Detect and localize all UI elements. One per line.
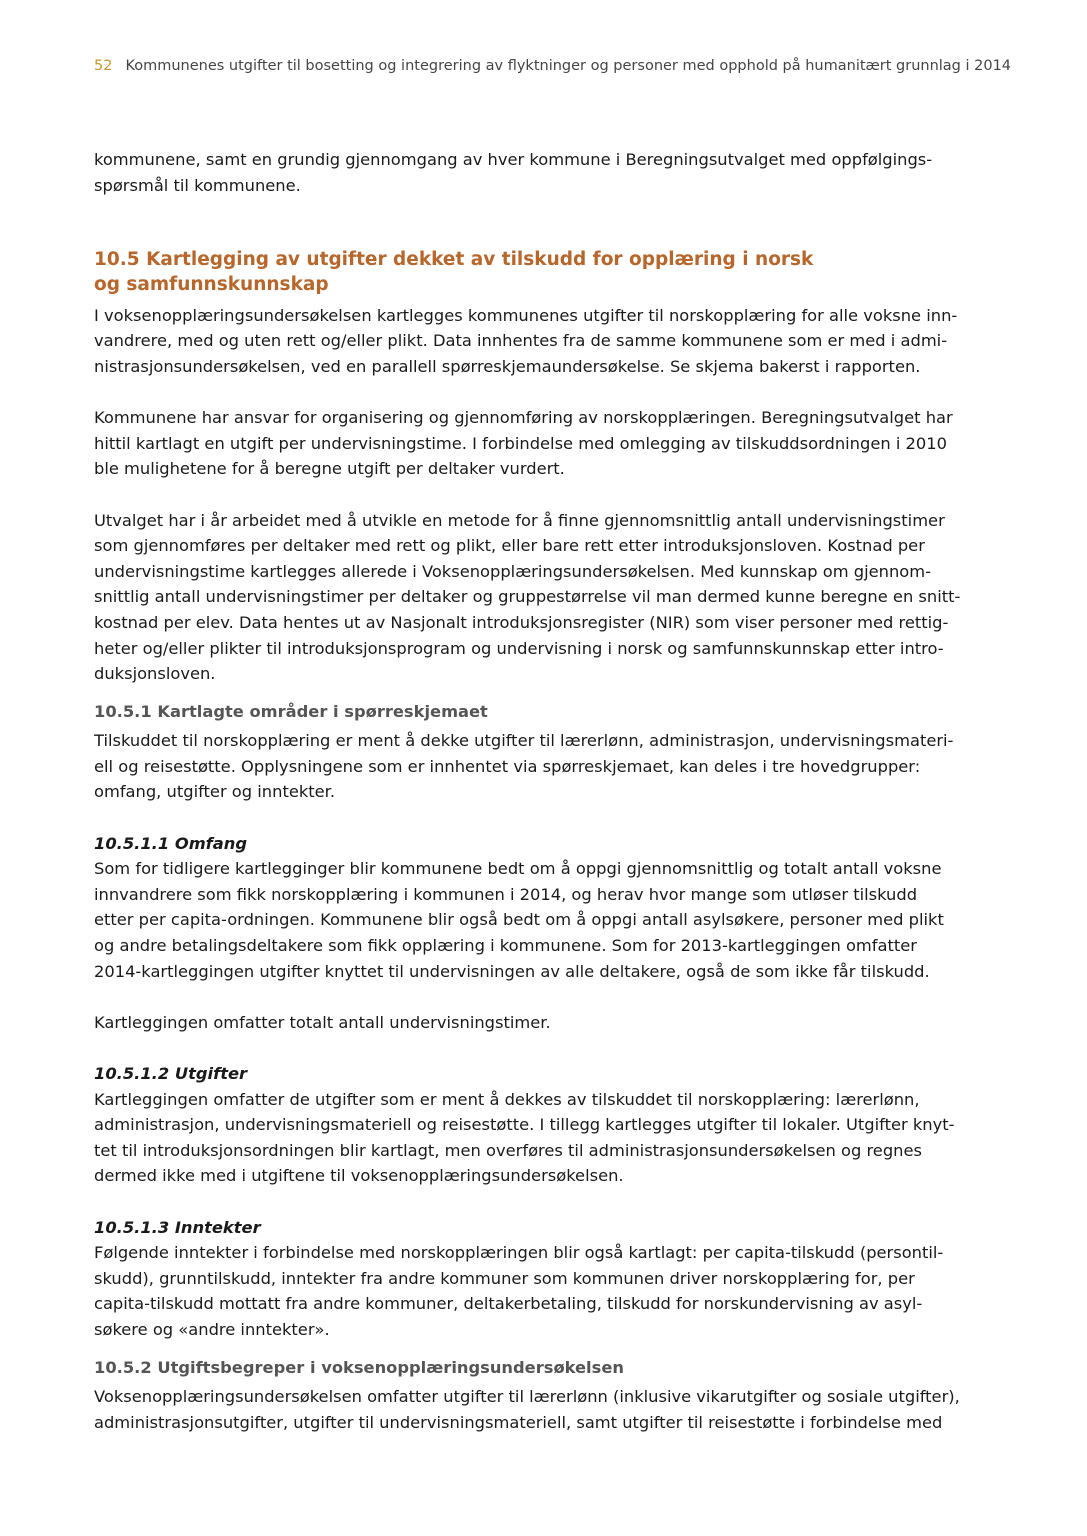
section-heading-10-5-1: 10.5.1 Kartlagte områder i spørreskjemaet — [94, 701, 488, 721]
subsection-heading-omfang: 10.5.1.1 Omfang — [94, 833, 247, 853]
page-body — [94, 147, 974, 1435]
section-heading-10-5: 10.5 Kartlegging av utgifter dekket av tilskudd for opplæring i norsk og samfunnskunnskap — [94, 248, 814, 295]
section-heading-10-5-2: 10.5.2 Utgiftsbegreper i voksenopplæringsundersøkelsen — [94, 1357, 624, 1377]
subsection-heading-inntekter: 10.5.1.3 Inntekter — [94, 1217, 261, 1237]
paragraph: Kommunene har ansvar for organisering og gjennomføring av norskopplæringen. Beregningsutvalget har hittil kartlagt en utgift per undervisningstime. I forbindelse med omlegging av tilskuddsordningen i 2010 ble mulighetene for å beregne utgift per deltaker vurdert. — [94, 408, 953, 479]
paragraph: Voksenopplæringsundersøkelsen omfatter utgifter til lærerlønn (inklusive vikarutgifter og sosiale utgifter), administrasjonsutgifter, utgifter til undervisningsmateriell, samt utgifter til reisestøtte i forbindelse med — [94, 1387, 960, 1432]
running-title: Kommunenes utgifter til bosetting og integrering av flyktninger og personer med opphold på humanitært grunnlag i 2014 — [125, 58, 1012, 74]
paragraph: Kartleggingen omfatter de utgifter som er ment å dekkes av tilskuddet til norskopplæring: lærerlønn, administrasjon, undervisningsmateriell og reisestøtte. I tillegg kartlegges utgifter til lokaler. Utgifter knyt- tet til introduksjonsordningen blir kartlagt, men overføres til administrasjonsundersøkelsen og regnes dermed ikke med i utgiftene til voksenopplæringsundersøkelsen. — [94, 1089, 955, 1186]
running-header — [94, 58, 1011, 74]
paragraph: Følgende inntekter i forbindelse med norskopplæringen blir også kartlagt: per capita-tilskudd (persontil- skudd), grunntilskudd, inntekter fra andre kommuner som kommunen driver norskopplæring for, per capita-tilskudd mottatt fra andre kommuner, deltakerbetaling, tilskudd for norskundervisning av asyl- søkere og «andre inntekter». — [94, 1243, 944, 1339]
subsection-heading-utgifter: 10.5.1.2 Utgifter — [94, 1064, 248, 1083]
paragraph: Utvalget har i år arbeidet med å utvikle en metode for å finne gjennomsnittlig antall undervisningstimer som gjennomføres per deltaker med rett og plikt, eller bare rett etter introduksjonsloven. Kostnad per undervisningstime kartlegges allerede i Voksenopplæringsundersøkelsen. Med kunnskap om gjennom- snittlig antall undervisningstimer per deltaker og gruppestørrelse vil man dermed kunne beregne en snitt- kostnad per elev. Data hentes ut av Nasjonalt introduksjonsregister (NIR) som viser personer med rettig- heter og/eller plikter til introduksjonsprogram og undervisning i norsk og samfunnskunnskap etter intro- duksjonsloven. — [94, 510, 961, 684]
page-number: 52 — [94, 58, 113, 74]
intro-paragraph: kommunene, samt en grundig gjennomgang av hver kommune i Beregningsutvalget med oppfølgings- spørsmål til kommunene. — [94, 150, 933, 195]
paragraph: I voksenopplæringsundersøkelsen kartlegges kommunenes utgifter til norskopplæring for alle voksne inn- vandrere, med og uten rett og/eller plikt. Data innhentes fra de samme kommunene som er med i admi- nistrasjonsundersøkelsen, ved en parallell spørreskjemaundersøkelse. Se skjema bakerst i rapporten. — [94, 305, 958, 376]
paragraph: Kartleggingen omfatter totalt antall undervisningstimer. — [94, 1012, 551, 1032]
paragraph: Tilskuddet til norskopplæring er ment å dekke utgifter til lærerlønn, administrasjon, undervisningsmateri- ell og reisestøtte. Opplysningene som er innhentet via spørreskjemaet, kan deles i tre hovedgrupper: omfang, utgifter og inntekter. — [94, 731, 954, 802]
paragraph: Som for tidligere kartlegginger blir kommunene bedt om å oppgi gjennomsnittlig og totalt antall voksne innvandrere som fikk norskopplæring i kommunen i 2014, og herav hvor mange som utløser tilskudd etter per capita-ordningen. Kommunene blir også bedt om å oppgi antall asylsøkere, personer med plikt og andre betalingsdeltakere som fikk opplæring i kommunene. Som for 2013-kartleggingen omfatter 2014-kartleggingen utgifter knyttet til undervisningen av alle deltakere, også de som ikke får tilskudd. — [94, 859, 944, 981]
